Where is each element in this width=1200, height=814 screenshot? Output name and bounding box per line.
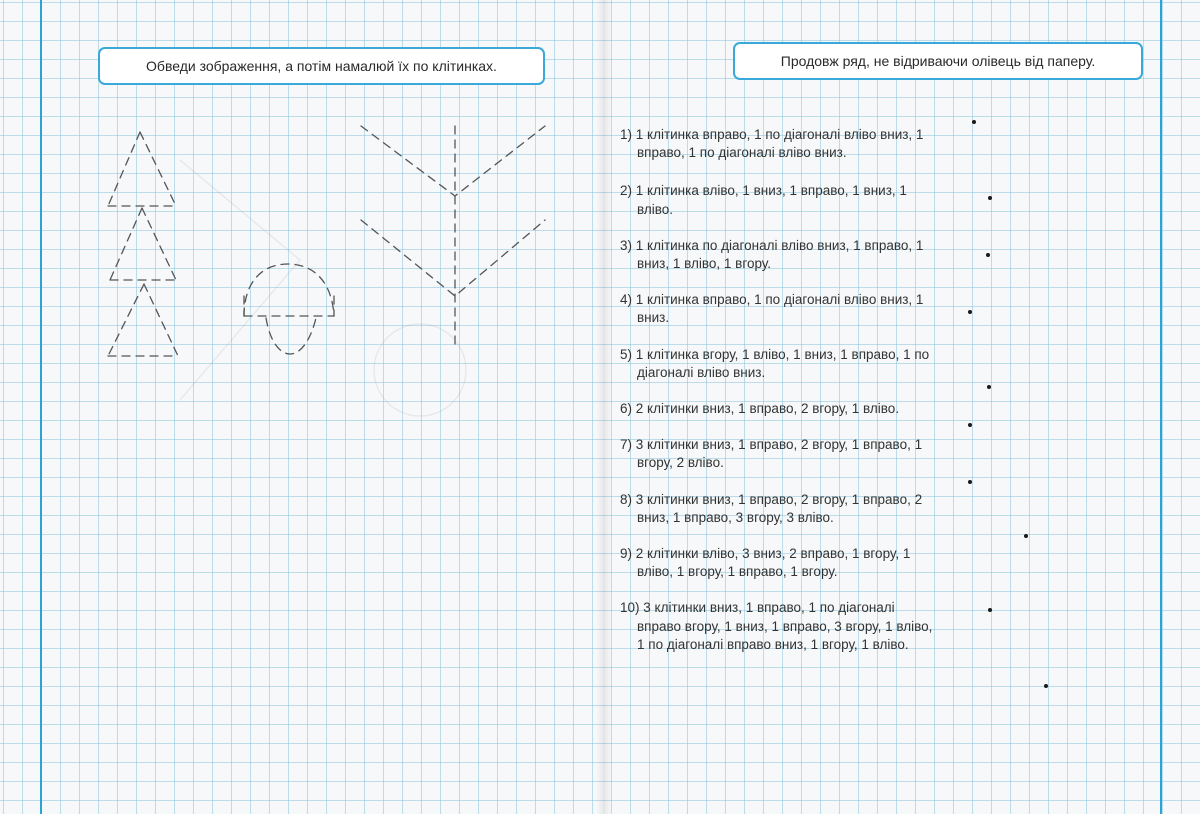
start-dot xyxy=(1044,684,1048,688)
step-item: 4) 1 клітинка вправо, 1 по діагоналі вліво вниз, 1 вниз. xyxy=(620,292,924,326)
start-dot xyxy=(968,423,972,427)
steps-list xyxy=(620,126,940,654)
dashed-branch-figure xyxy=(361,126,545,350)
step-item: 9) 2 клітинки вліво, 3 вниз, 2 вправо, 1 вгору, 1 вліво, 1 вгору, 1 вправо, 1 вгору. xyxy=(620,546,911,580)
step-item: 10) 3 клітинки вниз, 1 вправо, 1 по діагоналі вправо вгору, 1 вниз, 1 вправо, 3 вгору, 1 вліво, 1 по діагоналі вправо вниз, 1 вгору, 1 вліво. xyxy=(620,600,933,652)
step-item: 7) 3 клітинки вниз, 1 вправо, 2 вгору, 1 вправо, 1 вгору, 2 вліво. xyxy=(620,437,923,471)
step-item: 5) 1 клітинка вгору, 1 вліво, 1 вниз, 1 вправо, 1 по діагоналі вліво вниз. xyxy=(620,346,930,380)
start-dot xyxy=(972,120,976,124)
step-item: 2) 1 клітинка вліво, 1 вниз, 1 вправо, 1 вниз, 1 вліво. xyxy=(620,183,907,217)
start-dot xyxy=(987,385,991,389)
start-dot xyxy=(968,310,972,314)
dashed-tree-figure xyxy=(108,132,178,356)
start-dot xyxy=(988,608,992,612)
step-item: 1) 1 клітинка вправо, 1 по діагоналі вліво вниз, 1 вправо, 1 по діагоналі вліво вниз. xyxy=(620,127,924,161)
right-task-text: Продовж ряд, не відриваючи олівець від паперу. xyxy=(780,53,1096,69)
step-item: 6) 2 клітинки вниз, 1 вправо, 2 вгору, 1 вліво. xyxy=(620,401,900,417)
step-item: 8) 3 клітинки вниз, 1 вправо, 2 вгору, 1 вправо, 2 вниз, 1 вправо, 3 вгору, 3 вліво. xyxy=(620,491,923,525)
start-dot xyxy=(988,196,992,200)
start-dot xyxy=(968,480,972,484)
left-task-text: Обведи зображення, а потім намалюй їх по клітинках. xyxy=(146,58,497,74)
step-item: 3) 1 клітинка по діагоналі вліво вниз, 1 вправо, 1 вниз, 1 вліво, 1 вгору. xyxy=(620,237,924,272)
start-dot xyxy=(1024,534,1028,538)
start-dot xyxy=(986,253,990,257)
